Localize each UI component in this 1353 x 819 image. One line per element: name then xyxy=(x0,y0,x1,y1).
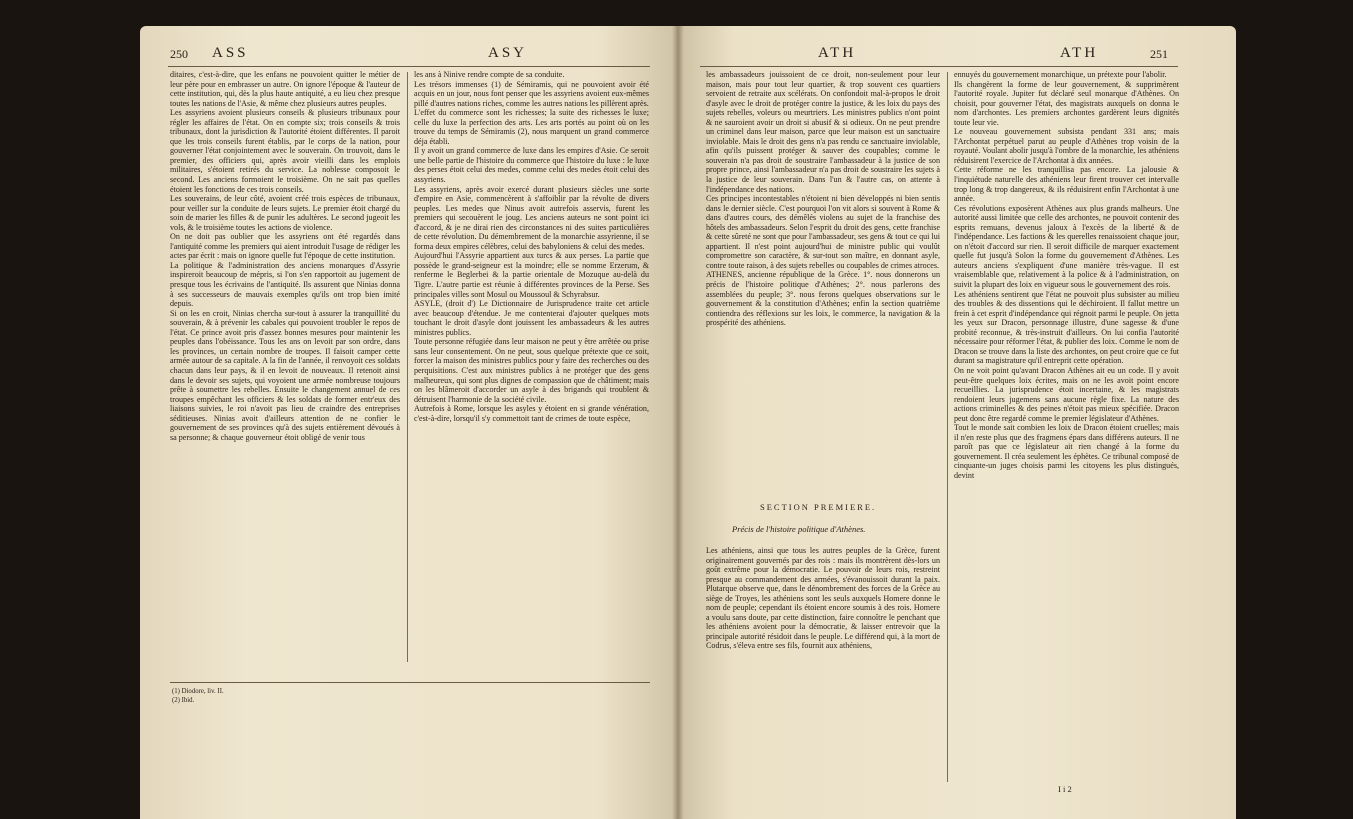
right-column-1: les ambassadeurs jouissoient de ce droit, non-seulement pour leur maison, mais pour tout leur quartier, & trop souvent ces quartiers servoient de retraite aux scélérats. On confondoit mal-à-propos le droit d'asyle avec le droit de protéger contre la justice, & les loix du pays des sujets rebelles, voleurs ou meurtriers. Les ministres publics n'ont point & ne sauroient avoir un droit si abusif & si odieux. On ne peut prendre un criminel dans leur maison, parce que leur maison est un sanctuaire inviolable. Mais le droit des gens n'a pas rendu ce sanctuaire inviolable, afin qu'ils puissent protéger & sauver des coupables; comme le souverain n'a pas droit de soustraire l'ambassadeur à la justice de son propre prince, ainsi l'ambassadeur n'a pas droit de soustraire les sujets à la justice de leur souverain. Dans l'un & l'autre cas, on attente à l'indépendance des nations. Ces principes incontestables n'étoient ni bien développés ni bien sentis dans le dernier siècle. C'est pourquoi l'on vit alors si souvent à Rome & dans d'autres cours, des démêlés violens au sujet de la franchise des hôtels des ambassadeurs. Selon l'esprit du droit des gens, cette franchise & cette sûreté ne sont que pour l'ambassadeur, ses gens & tout ce qui lui appartient. Il n'est point aujourd'hui de ministre public qui voulût compromettre son caractère, & sur-tout son maître, en donnant asyle, contre toute raison, à des sujets rebelles ou coupables de crimes atroces. ATHENES, ancienne république de la Grèce. 1°. nous donnerons un précis de l'histoire politique d'Athènes; 2°. nous parlerons des assemblées du peuple; 3°. nous ferons quelques observations sur le gouvernement & la constitution d'Athènes; enfin la section quatrième contiendra des réflexions sur les loix, le commerce, la navigation & la prospérité des athéniens. xyxy=(706,70,940,328)
section-subtitle: Précis de l'histoire politique d'Athènes. xyxy=(732,524,866,534)
left-column-2: les ans à Ninive rendre compte de sa conduite. Les trésors immenses (1) de Sémiramis, qui ne pouvoient avoir été acquis en un jour, nous font penser que les assyriens avoient eux-mêmes pillé d'autres nations riches, comme les autres nations les pillèrent après. L'effet du commerce sont les richesses; la suite des richesses le luxe; celle du luxe la perfection des arts. Les arts portés au point où on les trouve du temps de Sémiramis (2), nous marquent un grand commerce déja établi. Il y avoit un grand commerce de luxe dans les empires d'Asie. Ce seroit une belle partie de l'histoire du commerce que l'histoire du luxe : le luxe des perses étoit celui des medes, comme celui des medes étoit celui des assyriens. Les assyriens, après avoir exercé durant plusieurs siècles une sorte d'empire en Asie, commencèrent à s'affoiblir par la révolte de divers peuples. Les medes que Ninus avoit autrefois asservis, furent les premiers qui secouèrent le joug. Les anciens auteurs ne sont point ici d'accord, & je ne dirai rien des circonstances ni des suites particulières de cette révolution. Du démembrement de la monarchie assyrienne, il se forma deux empires célèbres, celui des babyloniens & celui des medes. Aujourd'hui l'Assyrie appartient aux turcs & aux perses. La partie que possède le grand-seigneur est la moindre; elle se nomme Erzerum, & renferme le Beglerbei & la partie orientale de Mozuque au-delà du Tigre. L'autre partie est réunie à différentes provinces de la Perse. Ses principales villes sont Mosul ou Moussoul & Schyrabsur. ASYLE, (droit d') Le Dictionnaire de Jurisprudence traite cet article avec beaucoup d'étendue. Je me contenterai d'ajouter quelques mots touchant le droit d'asyle dont jouissent les ambassadeurs & les autres ministres publics. Toute personne réfugiée dans leur maison ne peut y être arrêtée ou prise sans leur consentement. On ne peut, sous quelque prétexte que ce soit, forcer la maison des ministres publics pour y faire des recherches ou des perquisitions. C'est aux ministres publics à ne protéger que des gens malheureux, qui sont plus dignes de compassion que de châtiment; mais on les blâmeroit d'accorder un asyle à des brigands qui troublent & détruisent l'harmonie de la société civile. Autrefois à Rome, lorsque les asyles y étoient en si grande vénération, c'est-à-dire, lorsqu'il s'y commettoit tant de crimes de toute espèce, xyxy=(414,70,649,423)
section-title: SECTION PREMIERE. xyxy=(760,502,877,512)
left-column-divider xyxy=(407,72,408,662)
right-page-number: 251 xyxy=(1150,47,1168,61)
right-column-2: ennuyés du gouvernement monarchique, un prétexte pour l'abolir. Ils changèrent la forme de leur gouvernement, & supprimèrent l'autorité royale. Jupiter fut déclaré seul monarque d'Athènes. On choisit, pour gouverner l'état, des magistrats auxquels on donna le nom d'archontes. Les premiers archontes gardèrent leurs dignités toute leur vie. Le nouveau gouvernement subsista pendant 331 ans; mais l'Archontat perpétuel parut au peuple d'Athènes trop voisin de la royauté. Voulant abolir jusqu'à l'ombre de la monarchie, les athéniens réduisirent l'exercice de l'Archontat à dix années. Cette réforme ne les tranquillisa pas encore. La jalousie & l'inquiétude naturelle des athéniens leur firent trouver cet intervalle trop long & trop dangereux, & ils réduisirent enfin l'Archontat à une année. Ces révolutions exposèrent Athènes aux plus grands malheurs. Une autorité aussi limitée que celle des archontes, ne pouvoit contenir des esprits remuans, devenus jaloux à l'excès de la liberté & de l'indépendance. Les factions & les querelles renaissoient chaque jour, on n'étoit d'accord sur rien. Il seroit difficile de marquer exactement quelle fut jusqu'à Solon la forme du gouvernement d'Athènes. Les auteurs anciens s'expliquent d'une manière très-vague. Il est vraisemblable que, relativement à la police & à l'administration, on suivit la plupart des loix en vigueur sous le gouvernement des rois. Les athéniens sentirent que l'état ne pouvoit plus subsister au milieu des troubles & des dissentions qui le déchiroient. Il fallut mettre un frein à cet esprit d'indépendance qui régnoit parmi le peuple. On jetta les yeux sur Dracon, personnage illustre, d'une sagesse & d'une probité reconnue, & très-instruit d'ailleurs. On lui confia l'autorité nécessaire pour réformer l'état, & publier des loix. Comme le nom de Dracon se trouve dans la liste des archontes, on peut croire que ce fut durant sa magistrature qu'il entreprit cette opération. On ne voit point qu'avant Dracon Athènes ait eu un code. Il y avoit peut-être quelques loix écrites, mais on ne les avoit point encore recueillies. La jurisprudence étoit incertaine, & les magistrats rendoient leurs jugemens sans aucune règle fixe. La nature des actions criminelles & des peines n'étoit pas mieux spécifiée. Dracon peut donc être regardé comme le premier législateur d'Athènes. Tout le monde sait combien les loix de Dracon étoient cruelles; mais il n'en reste plus que des fragmens épars dans différens auteurs. Il ne paroît pas que ce législateur ait rien changé à la forme du gouvernement. Il créa seulement les éphètes. Ce tribunal composé de cinquante-un juges choisis parmi les citoyens les plus distingués, devint xyxy=(954,70,1179,480)
left-footnote-1: (1) Diodore, liv. II. xyxy=(172,688,224,695)
signature-mark: I i 2 xyxy=(1058,784,1072,794)
left-footnote-2: (2) Ibid. xyxy=(172,697,195,704)
right-header-right: ATH xyxy=(1060,45,1099,61)
left-header-left: ASS xyxy=(212,45,249,61)
right-column-1b: Les athéniens, ainsi que tous les autres peuples de la Grèce, furent originairement gouvernés par des rois : mais ils montrèrent dès-lors un goût extrême pour la démocratie. Le pouvoir de leurs rois, restreint presque au commandement des armées, s'évanouissoit durant la paix. Plutarque observe que, dans le dénombrement des forces de la Grèce au siège de Troyes, les athéniens sont les seuls auxquels Homere donne le nom de peuple; cependant ils étoient encore soumis à des rois. Homere a voulu sans doute, par cette distinction, faire connoître le penchant que les athéniens avoient pour la démocratie, & laisser entrevoir que la principale autorité résidoit dans le peuple. Le différend qui, à la mort de Codrus, s'éleva entre ses fils, fournit aux athéniens, xyxy=(706,546,940,651)
right-header-rule xyxy=(700,66,1178,67)
left-page-number: 250 xyxy=(170,47,188,61)
right-column-divider xyxy=(947,72,948,782)
left-header-rule xyxy=(168,66,650,67)
left-footnote-rule xyxy=(170,682,650,683)
left-header-right: ASY xyxy=(488,45,528,61)
right-header-left: ATH xyxy=(818,45,857,61)
book-gutter xyxy=(672,26,684,819)
left-column-1: ditaires, c'est-à-dire, que les enfans ne pouvoient quitter le métier de leur père pour en embrasser un autre. On ignore l'époque & l'auteur de cette institution, qui, dès la plus haute antiquité, a eu lieu chez presque toutes les nations de l'Asie, & même chez plusieurs autres peuples. Les assyriens avoient plusieurs conseils & plusieurs tribunaux pour régler les affaires de l'état. On en compte six; trois conseils & trois tribunaux, dont la jurisdiction & l'autorité étoient différentes. Il paroit que les trois conseils furent établis, par le corps de la nation, pour gouverner l'état conjointement avec le souverain. On trouvoit, dans le premier, des officiers qui, après avoir vieilli dans les emplois militaires, s'étoient retirés du service. La noblesse composoit le second. Les anciens formoient le troisième. On ne sait pas quelles étoient les fonctions de ces trois conseils. Les souverains, de leur côté, avoient créé trois espèces de tribunaux, pour veiller sur la conduite de leurs sujets. Le premier étoit chargé du soin de marier les filles & de punir les adultères. Le second jugeoit les vols, & le troisième toutes les actions de violence. On ne doit pas oublier que les assyriens ont été regardés dans l'antiquité comme les premiers qui aient introduit l'usage de rédiger les actes par écrit : mais on ignore quelle fut l'époque de cette institution. La politique & l'administration des anciens monarques d'Assyrie inspireroit beaucoup de mépris, si l'on s'en rapportoit au jugement de presque tous les écrivains de l'antiquité. Ils assurent que Ninias donna à ses successeurs de mauvais exemples qu'ils ont trop bien imité depuis. Si on les en croit, Ninias chercha sur-tout à assurer la tranquillité du souverain, & à prévenir les cabales qui pouvoient troubler le repos de l'état. Ce prince avoit pris d'assez bonnes mesures pour maintenir les peuples dans l'obéissance. Tous les ans on levoit par son ordre, dans les provinces, un certain nombre de troupes. Il faisoit camper cette armée autour de sa capitale. A la fin de l'année, il renvoyoit ces soldats chacun dans leur pays, & il en levoit de nouveaux. Il retenoit ainsi dans le devoir ses sujets, qui voyoient une armée nombreuse toujours prête à soumettre les rebelles. Ensuite le changement annuel de ces troupes empêchant les officiers & les soldats de former entr'eux des liaisons suivies, le roi n'avoit pas lieu de craindre des entreprises séditieuses. Ninias avoit d'ailleurs attention de ne confier le gouvernement de ses provinces qu'à des sujets entièrement dévoués à sa personne; & chaque gouverneur étoit obligé de venir tous xyxy=(170,70,400,442)
